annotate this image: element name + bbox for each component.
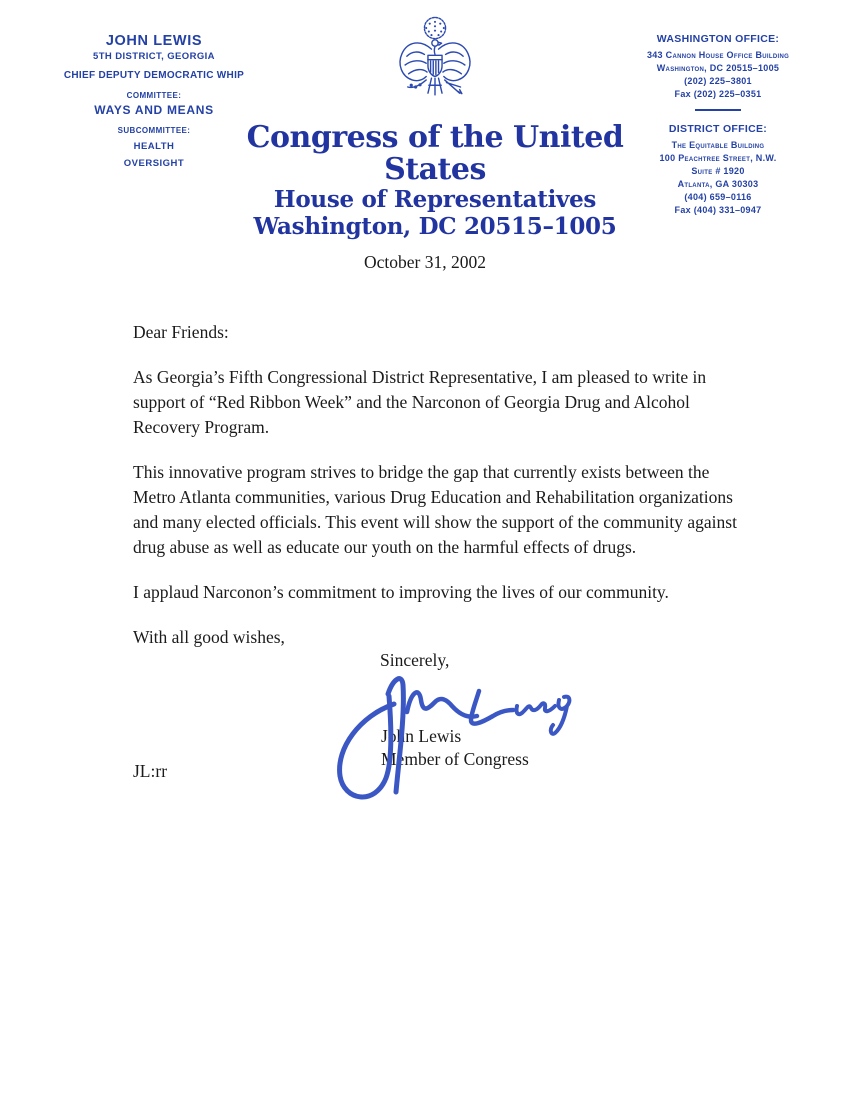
office-divider bbox=[695, 109, 741, 111]
washington-office-city: Washington, DC 20515–1005 bbox=[656, 63, 780, 73]
letter-date: October 31, 2002 bbox=[364, 252, 486, 272]
handwritten-signature bbox=[330, 666, 574, 811]
closing-line: With all good wishes, bbox=[133, 627, 285, 647]
paragraph-3: I applaud Narconon’s commitment to improving the lives of our community. bbox=[133, 582, 669, 602]
subcommittee-health: HEALTH bbox=[133, 141, 175, 152]
letterhead bbox=[0, 0, 850, 240]
washington-office-fax: Fax (202) 225–0351 bbox=[674, 89, 762, 99]
district-office-label: DISTRICT OFFICE: bbox=[668, 123, 768, 135]
reference-initials: JL:rr bbox=[133, 761, 168, 781]
district-office-street: 100 Peachtree Street, N.W. bbox=[659, 153, 777, 163]
letterhead-city-zip: Washington, DC 20515–1005 bbox=[253, 213, 617, 240]
district-office-building: The Equitable Building bbox=[671, 140, 765, 150]
subcommittee-oversight: OVERSIGHT bbox=[123, 158, 185, 169]
letter-body bbox=[133, 320, 741, 670]
member-info-block bbox=[28, 33, 280, 169]
washington-office-address: 343 Cannon House Office Building bbox=[646, 50, 790, 60]
valediction: Sincerely, bbox=[380, 650, 450, 670]
paragraph-2: This innovative program strives to bridge the gap that currently exists between the Metro Atlanta communities, various Drug Education and Rehabilitation organizations and many elected officials. This event will show the support of the community against drug abuse as well as educate our youth on the harmful effects of drugs. bbox=[133, 462, 737, 557]
district-office-city: Atlanta, GA 30303 bbox=[677, 179, 759, 189]
subcommittee-label: SUBCOMMITTEE: bbox=[117, 126, 191, 135]
signed-name: John Lewis bbox=[381, 726, 462, 746]
committee-label: COMMITTEE: bbox=[126, 91, 182, 100]
district-office-suite: Suite # 1920 bbox=[691, 166, 745, 176]
letterhead-chamber: House of Representatives bbox=[273, 186, 597, 213]
paragraph-1: As Georgia’s Fifth Congressional District Representative, I am pleased to write in support of “Red Ribbon Week” and the Narconon of Georgia Drug and Alcohol Recovery Program. bbox=[133, 367, 707, 437]
member-title: CHIEF DEPUTY DEMOCRATIC WHIP bbox=[63, 70, 245, 81]
letterhead-title: Congress of the United States bbox=[246, 120, 624, 187]
signed-title: Member of Congress bbox=[381, 749, 529, 769]
member-district: 5TH DISTRICT, GEORGIA bbox=[93, 51, 215, 62]
letterhead-center bbox=[245, 16, 625, 240]
district-office-fax: Fax (404) 331–0947 bbox=[674, 205, 762, 215]
congress-eagle-seal-icon bbox=[245, 16, 625, 114]
washington-office-phone: (202) 225–3801 bbox=[684, 76, 752, 86]
office-addresses-block bbox=[610, 33, 826, 217]
salutation: Dear Friends: bbox=[133, 322, 229, 342]
washington-office-label: WASHINGTON OFFICE: bbox=[656, 33, 780, 45]
district-office-phone: (404) 659–0116 bbox=[684, 192, 752, 202]
member-name: JOHN LEWIS bbox=[105, 33, 203, 49]
committee-name: WAYS AND MEANS bbox=[94, 103, 214, 117]
